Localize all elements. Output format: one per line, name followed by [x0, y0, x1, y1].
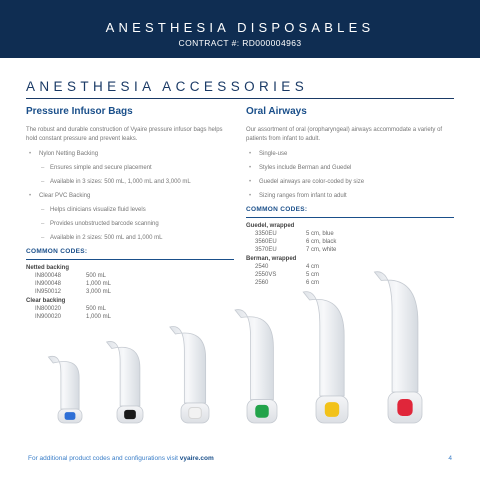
oral-airway — [235, 310, 277, 423]
product-size: 3,000 mL — [86, 289, 112, 296]
bullet-nylon: • Nylon Netting Backing — [26, 150, 234, 158]
product-code: IN900048 — [35, 281, 62, 288]
code-group-label: Netted backing — [26, 265, 70, 272]
product-code: IN900020 — [35, 314, 62, 321]
product-code: IN950012 — [35, 289, 62, 296]
common-codes-title: COMMON CODES: — [26, 248, 88, 256]
code-group-label: Clear backing — [26, 298, 66, 305]
page-header — [0, 0, 480, 58]
code-row — [246, 238, 454, 246]
product-code: 3350EU — [255, 231, 277, 238]
airway-tube — [170, 327, 206, 404]
oral-airways-product-image — [40, 258, 460, 433]
header-title: ANESTHESIA DISPOSABLES — [105, 20, 375, 35]
sub-bullet: – Available in 2 sizes: 500 mL and 1,000 mL — [26, 234, 234, 242]
footer-note — [28, 455, 214, 463]
bullet-item: • Single-use — [246, 150, 454, 158]
airway-color-insert — [65, 412, 76, 420]
airway-tube — [235, 310, 273, 400]
oral-airway — [374, 272, 422, 423]
oral-airways-heading: Oral Airways — [246, 106, 307, 117]
bullet-clear-pvc: • Clear PVC Backing — [26, 192, 234, 200]
code-group-label: Berman, wrapped — [246, 256, 297, 263]
product-size: 500 mL — [86, 306, 107, 313]
section-title: ANESTHESIA ACCESSORIES — [26, 79, 309, 94]
airway-color-insert — [255, 405, 269, 418]
airway-tube — [374, 272, 418, 392]
airway-tube — [107, 341, 140, 406]
website-link[interactable]: vyaire.com — [179, 455, 214, 462]
product-size: 5 cm, blue — [306, 231, 334, 238]
oral-airway — [303, 292, 348, 423]
product-size: 4 cm — [306, 264, 320, 271]
airway-color-insert — [397, 399, 412, 416]
product-code: 2540 — [255, 264, 269, 271]
product-size: 7 cm, white — [306, 247, 337, 254]
airway-color-insert — [124, 410, 136, 419]
bullet-item: • Styles include Berman and Guedel — [246, 164, 454, 172]
airway-color-insert — [189, 408, 202, 419]
bullet-item: • Sizing ranges from infant to adult — [246, 192, 454, 200]
sub-bullet: – Helps clinicians visualize fluid levels — [26, 206, 234, 214]
section-divider — [26, 98, 454, 99]
sub-bullet: – Ensures simple and secure placement — [26, 164, 234, 172]
bullet-item: • Guedel airways are color-coded by size — [246, 178, 454, 186]
product-code: IN800048 — [35, 273, 62, 280]
airway-tube — [48, 356, 79, 409]
sub-bullet: – Available in 3 sizes: 500 mL, 1,000 mL and 3,000 mL — [26, 178, 234, 186]
code-row — [246, 230, 454, 238]
airway-color-insert — [325, 402, 339, 417]
code-row — [246, 246, 454, 254]
codes-divider — [246, 217, 454, 218]
product-code: 3570EU — [255, 247, 277, 254]
page-number: 4 — [448, 455, 452, 462]
product-code: 2560 — [255, 280, 269, 287]
product-code: IN800020 — [35, 306, 62, 313]
product-code: 3560EU — [255, 239, 277, 246]
oral-airway — [107, 341, 143, 423]
oral-airways-description: Our assortment of oral (oropharyngeal) airways accommodate a variety of patients from infant to adult. — [246, 127, 443, 142]
product-size: 1,000 mL — [86, 281, 112, 288]
code-group-label: Guedel, wrapped — [246, 223, 295, 230]
product-size: 6 cm — [306, 280, 320, 287]
sub-bullet: – Provides unobstructed barcode scanning — [26, 220, 234, 228]
product-size: 5 cm — [306, 272, 320, 279]
product-size: 6 cm, black — [306, 239, 337, 246]
product-size: 500 mL — [86, 273, 107, 280]
oral-airway — [170, 327, 209, 424]
common-codes-title: COMMON CODES: — [246, 206, 308, 214]
product-size: 1,000 mL — [86, 314, 112, 321]
footer-text: For additional product codes and configurations visit — [28, 455, 178, 462]
pressure-infusor-description: The robust and durable construction of Vyaire pressure infusor bags helps hold constant pressure and prevent leaks. — [26, 127, 223, 142]
contract-number: CONTRACT #: RD000004963 — [178, 38, 302, 48]
airway-tube — [303, 292, 344, 396]
oral-airway — [48, 356, 82, 423]
pressure-infusor-heading: Pressure Infusor Bags — [26, 106, 133, 117]
product-code: 2550VS — [255, 272, 277, 279]
